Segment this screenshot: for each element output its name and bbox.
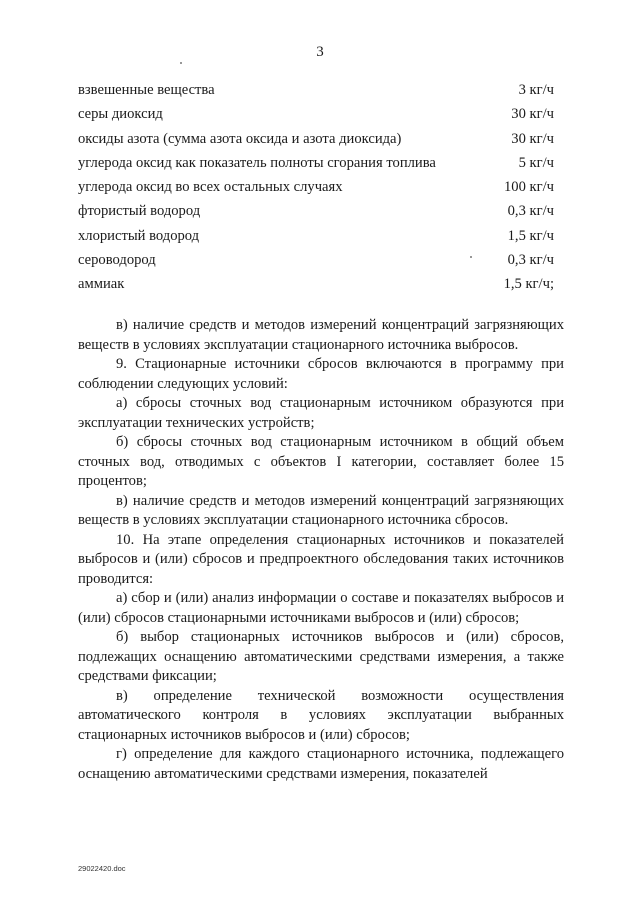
rate-row (78, 78, 554, 102)
document-body (78, 316, 564, 784)
substance-name: оксиды азота (сумма азота оксида и азота диоксида) (78, 130, 402, 147)
substance-name: фтористый водород (78, 203, 201, 220)
paragraph-item-b: б) сбросы сточных вод стационарным источником в общий объем сточных вод, отводимых с объектов I категории, составляет более 15 процентов; (78, 434, 564, 489)
rate-value: 5 кг/ч (518, 154, 554, 171)
rate-value: 30 кг/ч (511, 106, 554, 123)
paragraph-item-g-definition: г) определение для каждого стационарного источника, подлежащего оснащению автоматическими средствами измерения, показателей (78, 746, 564, 782)
emission-rates-list (78, 78, 554, 297)
rate-row (78, 224, 554, 248)
rate-value: 3 кг/ч (518, 82, 554, 98)
substance-name: углерода оксид как показатель полноты сгорания топлива (78, 154, 436, 171)
rate-value: 0,3 кг/ч (507, 252, 554, 269)
rate-value: 0,3 кг/ч (507, 203, 554, 220)
rate-value: 30 кг/ч (511, 130, 554, 147)
paragraph-10-pre-project-survey: 10. На этапе определения стационарных источников и показателей выбросов и (или) сбросов и предпроектного обследования таких источников проводится: (78, 531, 564, 587)
paragraph-9-discharge-sources: 9. Стационарные источники сбросов включаются в программу при соблюдении следующих условий: (78, 356, 564, 392)
paragraph-item-v-measurement-emissions: в) наличие средств и методов измерений концентраций загрязняющих веществ в условиях эксплуатации стационарного источника выбросов. (78, 317, 564, 353)
footer-filename: 29022420.doc (78, 864, 126, 873)
substance-name: углерода оксид во всех остальных случаях (78, 179, 343, 196)
substance-name: взвешенные вещества (78, 82, 215, 98)
scan-speck (180, 62, 182, 64)
rate-row (78, 272, 554, 296)
rate-row (78, 151, 554, 175)
substance-name: аммиак (78, 276, 125, 293)
rate-row (78, 199, 554, 223)
rate-value: 1,5 кг/ч (507, 227, 554, 244)
rate-row (78, 127, 554, 151)
rate-value: 1,5 кг/ч; (503, 276, 554, 293)
rate-row (78, 102, 554, 126)
paragraph-item-b-selection: б) выбор стационарных источников выбросов и (или) сбросов, подлежащих оснащению автоматическими средствами измерения, а также средствами фиксации; (78, 629, 564, 684)
paragraph-item-a-collection: а) сбор и (или) анализ информации о составе и показателях выбросов и (или) сбросов стационарными источниками выбросов и (или) сбросов; (78, 590, 564, 626)
substance-name: хлористый водород (78, 227, 200, 244)
paragraph-item-a: а) сбросы сточных вод стационарным источником образуются при эксплуатации технических устройств; (78, 395, 564, 431)
substance-name: серы диоксид (78, 106, 163, 123)
page-number: 3 (316, 44, 324, 60)
rate-value: 100 кг/ч (503, 179, 554, 196)
paragraph-item-v-technical-possibility: в) определение технической возможности осуществления автоматического контроля в условиях эксплуатации выбранных стационарных источников выбросов и (или) сбросов; (78, 687, 564, 743)
scan-speck (470, 256, 472, 258)
rate-row (78, 248, 554, 272)
substance-name: сероводород (78, 252, 156, 269)
paragraph-item-v-measurement-discharges: в) наличие средств и методов измерений концентраций загрязняющих веществ в условиях эксплуатации стационарного источника сбросов. (78, 492, 564, 528)
rate-row (78, 175, 554, 199)
